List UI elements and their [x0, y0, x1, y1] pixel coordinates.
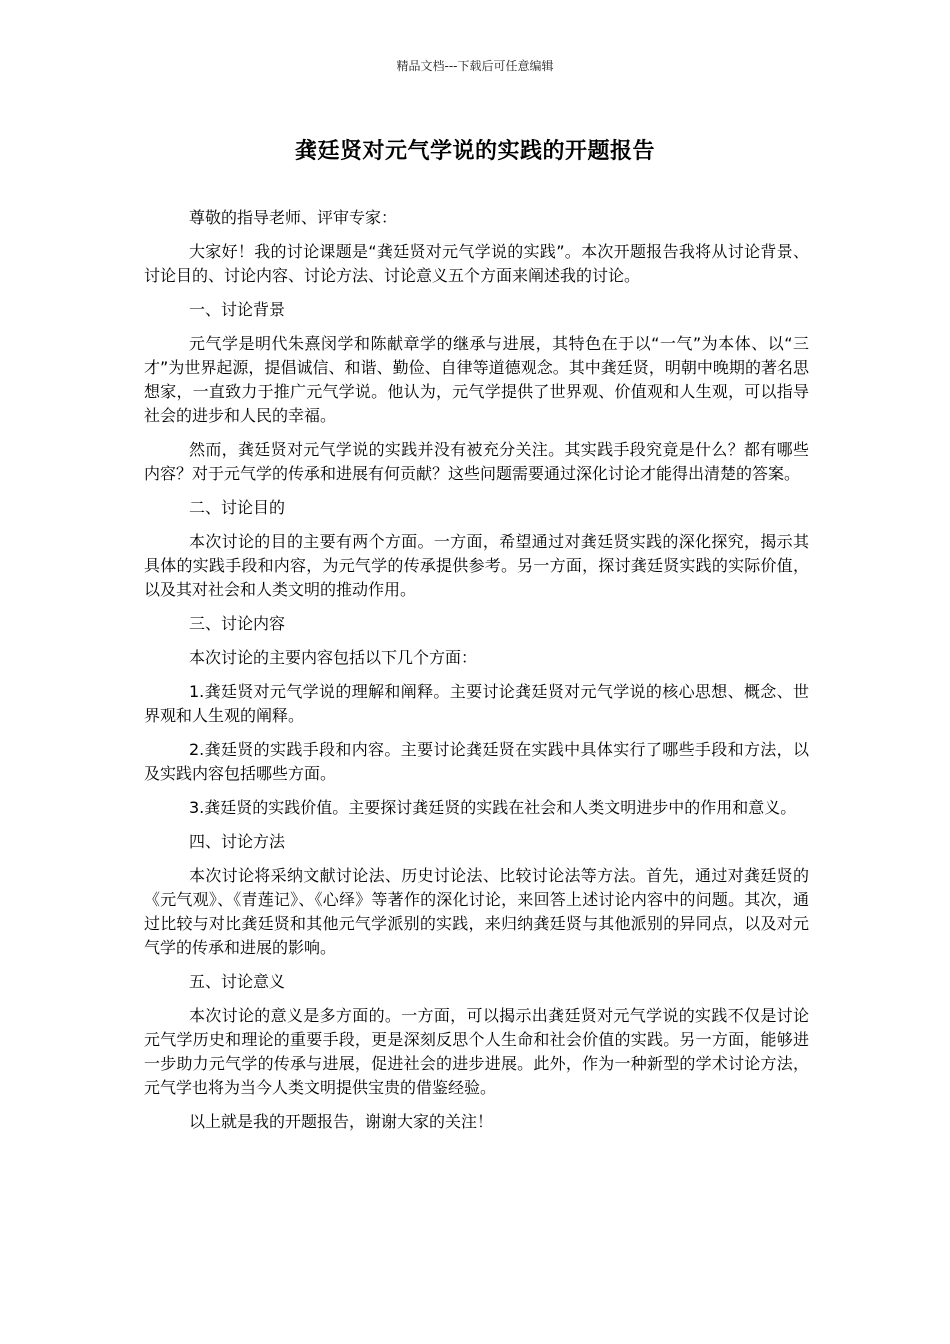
document-body: [144, 206, 809, 1144]
section-heading-background: 一、讨论背景: [189, 300, 286, 319]
content-item-1: 1.龚廷贤对元气学说的理解和阐释。主要讨论龚廷贤对元气学说的核心思想、概念、世界观和人生观的阐释。: [144, 682, 809, 725]
section-heading-method: 四、讨论方法: [189, 832, 286, 851]
method-paragraph: 本次讨论将采纳文献讨论法、历史讨论法、比较讨论法等方法。首先，通过对龚廷贤的《元气观》、《青莲记》、《心绎》等著作的深化讨论，来回答上述讨论内容中的问题。其次，通过比较与对比龚廷贤和其他元气学派别的实践，来归纳龚廷贤与其他派别的异同点，以及对元气学的传承和进展的影响。: [144, 866, 809, 957]
content-item-2: 2.龚廷贤的实践手段和内容。主要讨论龚廷贤在实践中具体实行了哪些手段和方法，以及实践内容包括哪些方面。: [144, 740, 809, 783]
section-heading-content: 三、讨论内容: [189, 614, 286, 633]
background-paragraph-2: 然而，龚廷贤对元气学说的实践并没有被充分关注。其实践手段究竟是什么？都有哪些内容？对于元气学的传承和进展有何贡献？这些问题需要通过深化讨论才能得出清楚的答案。: [144, 440, 809, 483]
document-title: 龚廷贤对元气学说的实践的开题报告: [294, 139, 655, 164]
section-heading-purpose: 二、讨论目的: [189, 498, 286, 517]
purpose-paragraph: 本次讨论的目的主要有两个方面。一方面，希望通过对龚廷贤实践的深化探究，揭示其具体的实践手段和内容，为元气学的传承提供参考。另一方面，探讨龚廷贤实践的实际价值，以及其对社会和人类文明的推动作用。: [144, 532, 809, 599]
greeting-paragraph: 尊敬的指导老师、评审专家：: [189, 208, 398, 227]
background-paragraph-1: 元气学是明代朱熹闵学和陈献章学的继承与进展，其特色在于以“一气”为本体、以“三才”为世界起源，提倡诚信、和谐、勤俭、自律等道德观念。其中龚廷贤，明朝中晚期的著名思想家，一直致力于推广元气学说。他认为，元气学提供了世界观、价值观和人生观，可以指导社会的进步和人民的幸福。: [144, 334, 809, 425]
content-intro-paragraph: 本次讨论的主要内容包括以下几个方面：: [189, 648, 478, 667]
significance-paragraph: 本次讨论的意义是多方面的。一方面，可以揭示出龚廷贤对元气学说的实践不仅是讨论元气学历史和理论的重要手段，更是深刻反思个人生命和社会价值的实践。另一方面，能够进一步助力元气学的传承与进展，促进社会的进步进展。此外，作为一种新型的学术讨论方法，元气学也将为当今人类文明提供宝贵的借鉴经验。: [144, 1006, 809, 1097]
page-header: 精品文档---下载后可任意编辑: [396, 59, 554, 73]
closing-paragraph: 以上就是我的开题报告，谢谢大家的关注！: [189, 1112, 494, 1131]
intro-paragraph: 大家好！我的讨论课题是“龚廷贤对元气学说的实践”。本次开题报告我将从讨论背景、讨论目的、讨论内容、讨论方法、讨论意义五个方面来阐述我的讨论。: [144, 242, 809, 285]
section-heading-significance: 五、讨论意义: [189, 972, 286, 991]
content-item-3: 3.龚廷贤的实践价值。主要探讨龚廷贤的实践在社会和人类文明进步中的作用和意义。: [189, 798, 797, 817]
